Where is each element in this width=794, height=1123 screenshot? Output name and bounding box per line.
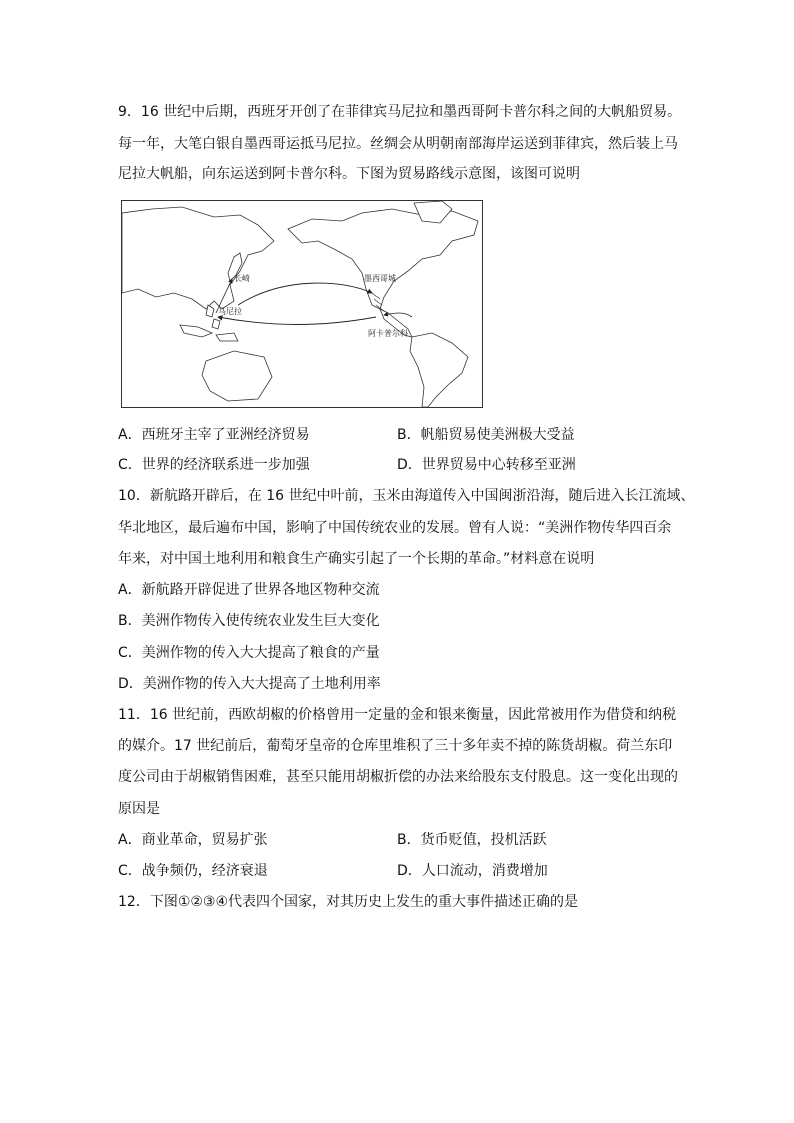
- q11-stem-line-3: 度公司由于胡椒销售困难，甚至只能用胡椒折偿的办法来给股东支付股息。这一变化出现的: [118, 769, 678, 785]
- q11-option-d: D．人口流动，消费增加: [397, 863, 548, 879]
- q11-stem-line-2: 的媒介。17 世纪前后，葡萄牙皇帝的仓库里堆积了三十多年卖不掉的陈货胡椒。荷兰东印: [118, 738, 673, 754]
- trade-route-map-svg: [122, 201, 482, 407]
- q10-stem-line-3: 年来，对中国土地利用和粮食生产确实引起了一个长期的革命。”材料意在说明: [118, 551, 595, 567]
- label-manila: 马尼拉: [218, 307, 242, 316]
- q10-stem-line-1: 10．新航路开辟后，在 16 世纪中叶前，玉米由海道传入中国闽浙沿海，随后进入长江流域、: [118, 488, 695, 504]
- label-mexico-city: 墨西哥城: [364, 274, 396, 283]
- q10-option-a: A．新航路开辟促进了世界各地区物种交流: [118, 582, 380, 598]
- trade-route-map: [121, 200, 483, 408]
- q9-option-c: C．世界的经济联系进一步加强: [118, 457, 310, 473]
- route-nagasaki-to-mexico: [238, 283, 372, 305]
- route-acapulco-to-manila: [218, 317, 376, 325]
- label-acapulco: 阿卡普尔科: [368, 329, 408, 338]
- q11-option-c: C．战争频仍，经济衰退: [118, 863, 268, 879]
- q9-stem-line-2: 每一年，大笔白银自墨西哥运抵马尼拉。丝绸会从明朝南部海岸运送到菲律宾，然后装上马: [118, 136, 678, 152]
- q12-stem-line-1: 12．下图①②③④代表四个国家，对其历史上发生的重大事件描述正确的是: [118, 894, 579, 910]
- q9-stem-line-3: 尼拉大帆船，向东运送到阿卡普尔科。下图为贸易路线示意图，该图可说明: [118, 166, 580, 182]
- q11-option-b: B．货币贬值，投机活跃: [397, 832, 547, 848]
- q9-option-a: A．西班牙主宰了亚洲经济贸易: [118, 427, 310, 443]
- q10-option-b: B．美洲作物传入使传统农业发生巨大变化: [118, 613, 380, 629]
- q9-option-b: B．帆船贸易使美洲极大受益: [397, 427, 575, 443]
- q10-option-c: C．美洲作物的传入大大提高了粮食的产量: [118, 645, 380, 661]
- south-america-landmass: [410, 333, 468, 407]
- indonesia-landmass: [180, 325, 238, 341]
- q9-option-d: D．世界贸易中心转移至亚洲: [397, 457, 576, 473]
- q11-stem-line-4: 原因是: [118, 801, 160, 817]
- australia-landmass: [202, 351, 272, 401]
- q11-stem-line-1: 11．16 世纪前，西欧胡椒的价格曾用一定量的金和银来衡量，因此常被用作为借贷和纳税: [118, 707, 677, 723]
- q11-option-a: A．商业革命，贸易扩张: [118, 832, 268, 848]
- q10-stem-line-2: 华北地区，最后遍布中国，影响了中国传统农业的发展。曾有人说：“美洲作物传华四百余: [118, 520, 672, 536]
- north-america-landmass: [288, 209, 478, 309]
- asia-landmass: [122, 207, 274, 309]
- q10-option-d: D．美洲作物的传入大大提高了土地利用率: [118, 676, 381, 692]
- q9-stem-line-1: 9．16 世纪中后期，西班牙开创了在菲律宾马尼拉和墨西哥阿卡普尔科之间的大帆船贸易。: [118, 104, 682, 120]
- label-nagasaki: 长崎: [234, 274, 250, 283]
